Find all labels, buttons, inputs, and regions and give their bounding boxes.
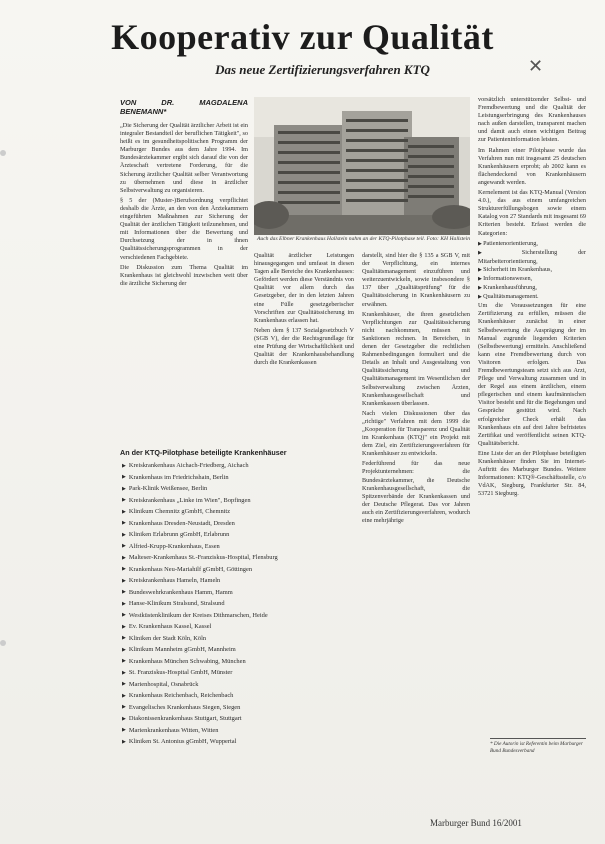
hospital-list-item: ▶ Park-Klinik Weißensee, Berlin xyxy=(122,484,322,496)
category-item: ▶ Krankenhausführung, xyxy=(478,284,586,293)
hospital-list-item: ▶ Krankenhaus Neu-Mariahilf gGmbH, Göttingen xyxy=(122,565,322,577)
hospital-list-title: An der KTQ-Pilotphase beteiligte Krankenhäuser xyxy=(120,448,287,457)
hospital-list-item: ▶ Kreiskrankenhaus „Linke im Wien", Bopfingen xyxy=(122,496,322,508)
hospital-list-item: ▶ Kreiskrankenhaus Hameln, Hameln xyxy=(122,576,322,588)
paragraph: Im Rahmen einer Pilotphase wurde das Verfahren nun mit insgesamt 25 deutschen Krankenhäusern erprobt; ab 2002 kann es flächendeckend von Krankenhäusern angewandt werden. xyxy=(478,146,586,186)
hospital-list-item: ▶ Marienkrankenhaus Witten, Witten xyxy=(122,726,322,738)
paragraph: Kernelement ist das KTQ-Manual (Version 4.0.), das aus einem umfangreichen Strukturerfüllungsbogen sowie einem Katalog von 27 Standards mit insgesamt 69 Kriterien besteht. Erfasst werden die Kategorien: xyxy=(478,189,586,237)
hospital-list-item: ▶ Alfried-Krupp-Krankenhaus, Essen xyxy=(122,542,322,554)
punch-hole xyxy=(0,640,6,646)
hospital-list-item: ▶ Kliniken der Stadt Köln, Köln xyxy=(122,634,322,646)
hospital-list-item: ▶ Malteser-Krankenhaus St.-Franziskus-Hospital, Flensburg xyxy=(122,553,322,565)
paragraph: „Die Sicherung der Qualität ärztlicher Arbeit ist ein integraler Bestandteil der beruflichen Tätigkeit", so heißt es im gesundheitspolitischen Programm der Marburger Bundes aus dem Jahre 1994. Im Bundesärztekammer ergibt sich darauf die von der Ärzteschaft vertretene Forderung, für die Sicherung ärztlicher Qualität selber Verantwortung zu übernehmen und diese in ärztlicher Selbstverwaltung zu organisieren. xyxy=(120,122,248,194)
paragraph: § 5 der (Muster-)Berufsordnung verpflichtet deshalb die Ärzte, an den von den Ärztekammern eingeführten Maßnahmen zur Sicherung der Qualität der ärztlichen Tätigkeit teilzunehmen, und mit Informationen über die Bewertung und Durchsetzung der in ihnen Qualitätssicherungsprogrammen in der verschiedenen Fachgebiete. xyxy=(120,196,248,261)
category-item: ▶ Qualitätsmanagement. xyxy=(478,293,586,302)
handwritten-mark: ✕ xyxy=(528,56,544,77)
hospital-list-item: ▶ Klinikum Chemnitz gGmbH, Chemnitz xyxy=(122,507,322,519)
column-1 xyxy=(120,98,248,290)
hospital-list xyxy=(122,461,322,749)
paragraph: Qualität ärztlicher Leistungen hinausgegangen und umfasst in diesen Tagen alle Bereiche des Krankenhauses: Gefördert werden diese Verständnis von Qualität vor allem durch das Gesetzgeber, der in den letzten Jahren eine Fülle gesetzgeberischer Vorschriften zur Qualitätssicherung im Krankenhaus erlassen hat. xyxy=(254,252,354,324)
hospital-list-item: ▶ Diakonissenkrankenhaus Stuttgart, Stuttgart xyxy=(122,714,322,726)
hospital-list-item: ▶ St. Franziskus-Hospital GmbH, Münster xyxy=(122,668,322,680)
hospital-list-item: ▶ Ev. Krankenhaus Kassel, Kassel xyxy=(122,622,322,634)
category-item: ▶ Sicherheit im Krankenhaus, xyxy=(478,266,586,275)
paragraph: Die Diskussion zum Thema Qualität im Krankenhaus ist gleichwohl inzwischen weit über die ärztliche Sicherung der xyxy=(120,263,248,287)
hospital-list-item: ▶ Westküstenklinikum der Kreises Dithmarschen, Heide xyxy=(122,611,322,623)
subheadline: Das neue Zertifizierungsverfahren KTQ xyxy=(215,62,430,77)
hospital-list-item: ▶ Hanse-Klinikum Stralsund, Stralsund xyxy=(122,599,322,611)
category-item: ▶ Patientenorientierung, xyxy=(478,240,586,249)
hospital-list-item: ▶ Kliniken St. Antonius gGmbH, Wuppertal xyxy=(122,737,322,749)
paragraph: vorsätzlich unterstützender Selbst- und Fremdbewertung und die Qualität der Leistungserbringung des Krankenhauses nach außen darstellen, transparent machen und damit auch einen wichtigen Beitrag zur Patienteninformation leisten. xyxy=(478,96,586,144)
author-footnote: * Die Autorin ist Referentin beim Marburger Bund Bundesverband xyxy=(490,738,586,754)
hospital-list-item: ▶ Bundeswehrkrankenhaus Hamm, Hamm xyxy=(122,588,322,600)
column-3 xyxy=(362,252,470,527)
hospital-photo xyxy=(254,97,470,235)
hospital-list-item: ▶ Kreiskrankenhaus Aichach-Friedberg, Aichach xyxy=(122,461,322,473)
paragraph: Eine Liste der an der Pilotphase beteiligten Krankenhäuser finden Sie im Internet-Auftritt des Marburger Bundes. Weitere Informationen: KTQ®-Geschäftsstelle, c/o VdAK, Siegburg, Frankfurter Str. 84, 53721 Siegburg. xyxy=(478,449,586,498)
paragraph: Krankenhäuser, die ihren gesetzlichen Verpflichtungen zur Qualitätssicherung nicht nachkommen, müssen mit Sanktionen rechnen. In Bereichen, in denen der Gesetzgeber die rechtlichen Rahmenbedingungen formuliert und die Details an Inhalt und Ausgestaltung von Qualitätssicherung und Qualitätsmanagement im Wesentlichen der Selbstverwaltung zwischen Ärzten, Krankenhausgesellschaft und Krankenkassen überlassen. xyxy=(362,310,470,407)
paragraph: Um die Voraussetzungen für eine Zertifizierung zu erfüllen, müssen die Krankenhäuser zunächst in einer Selbstbewertung die Ausprägung der im Manual zugrunde liegenden Kriterien (Selbstbewertung) ermitteln. Anschließend kann eine Fremdbewertung durch von Visitoren erfolgen. Das Fremdbewertungsteam setzt sich aus Arzt, Pflege und Verwaltung zusammen und in der Regel aus einem ärztlichen, einem pflegerischen und einem kaufmännischen Visitor besteht und für die Begehungen und Gespräche gestützt wird. Nach erfolgreicher Check erhält das Krankenhaus ein auf drei Jahre befristetes Zertifikat und veröffentlicht seinen KTQ-Qualitätsbericht. xyxy=(478,302,586,447)
hospital-list-item: ▶ Kliniken Erlabrunn gGmbH, Erlabrunn xyxy=(122,530,322,542)
column-2 xyxy=(254,252,354,369)
category-item: ▶ Sicherstellung der Mitarbeiterorientierung, xyxy=(478,249,586,266)
hospital-building-image xyxy=(254,97,470,235)
paragraph: Nach vielen Diskussionen über das „richtige" Verfahren mit dem 1999 die „Kooperation für Transparenz und Qualität im Krankenhaus (KTQ)" ein Projekt mit dem Ziel, ein Zertifizierungsverfahren für Krankenhäuser zu entwickeln. xyxy=(362,409,470,458)
hospital-list-item: ▶ Krankenhaus Reichenbach, Reichenbach xyxy=(122,691,322,703)
punch-hole xyxy=(0,150,6,156)
column-4 xyxy=(478,96,586,501)
paragraph: darstellt, sind hier die § 135 a SGB V, mit der Verpflichtung, ein internes Qualitätsmanagement einzuführen und weiterzuentwickeln, sowie insbesondere § 137 über „Qualitätsprüfung" für die Qualitätssicherung in Krankenhäusern zu erwähnen. xyxy=(362,252,470,308)
hospital-list-item: ▶ Evangelisches Krankenhaus Siegen, Siegen xyxy=(122,703,322,715)
photo-caption: Auch das Elbner Krankenhaus Hallstein nahm an der KTQ-Pilotphase teil. Foto: KH Hallstein xyxy=(256,236,470,242)
author-byline: VON DR. MAGDALENA BENEMANN* xyxy=(120,98,248,116)
footer-issue: Marburger Bund 16/2001 xyxy=(430,818,522,828)
hospital-list-item: ▶ Klinikum Mannheim gGmbH, Mannheim xyxy=(122,645,322,657)
hospital-list-item: ▶ Krankenhaus München Schwabing, München xyxy=(122,657,322,669)
hospital-list-item: ▶ Krankenhaus im Friedrichshain, Berlin xyxy=(122,473,322,485)
category-item: ▶ Informationswesen, xyxy=(478,275,586,284)
hospital-list-item: ▶ Krankenhaus Dresden-Neustadt, Dresden xyxy=(122,519,322,531)
paragraph: Neben dem § 137 Sozialgesetzbuch V (SGB V), der die Rechtsgrundlage für eine Prüfung der Wirtschaftlichkeit und Qualität der Krankenhausbehandlung durch die Krankenkassen xyxy=(254,326,354,367)
hospital-list-item: ▶ Marienhospital, Osnabrück xyxy=(122,680,322,692)
paragraph: Federführend für das neue Projektunternehmen: die Bundesärztekammer, die Deutsche Krankenhausgesellschaft, die Spitzenverbände der Krankenkassen und der Deutsche Pflegerat. Das vor Jahren auch ein Zertifizierungsverfahren, wodurch eine mehrjährige xyxy=(362,460,470,524)
headline: Kooperativ zur Qualität xyxy=(111,17,494,57)
